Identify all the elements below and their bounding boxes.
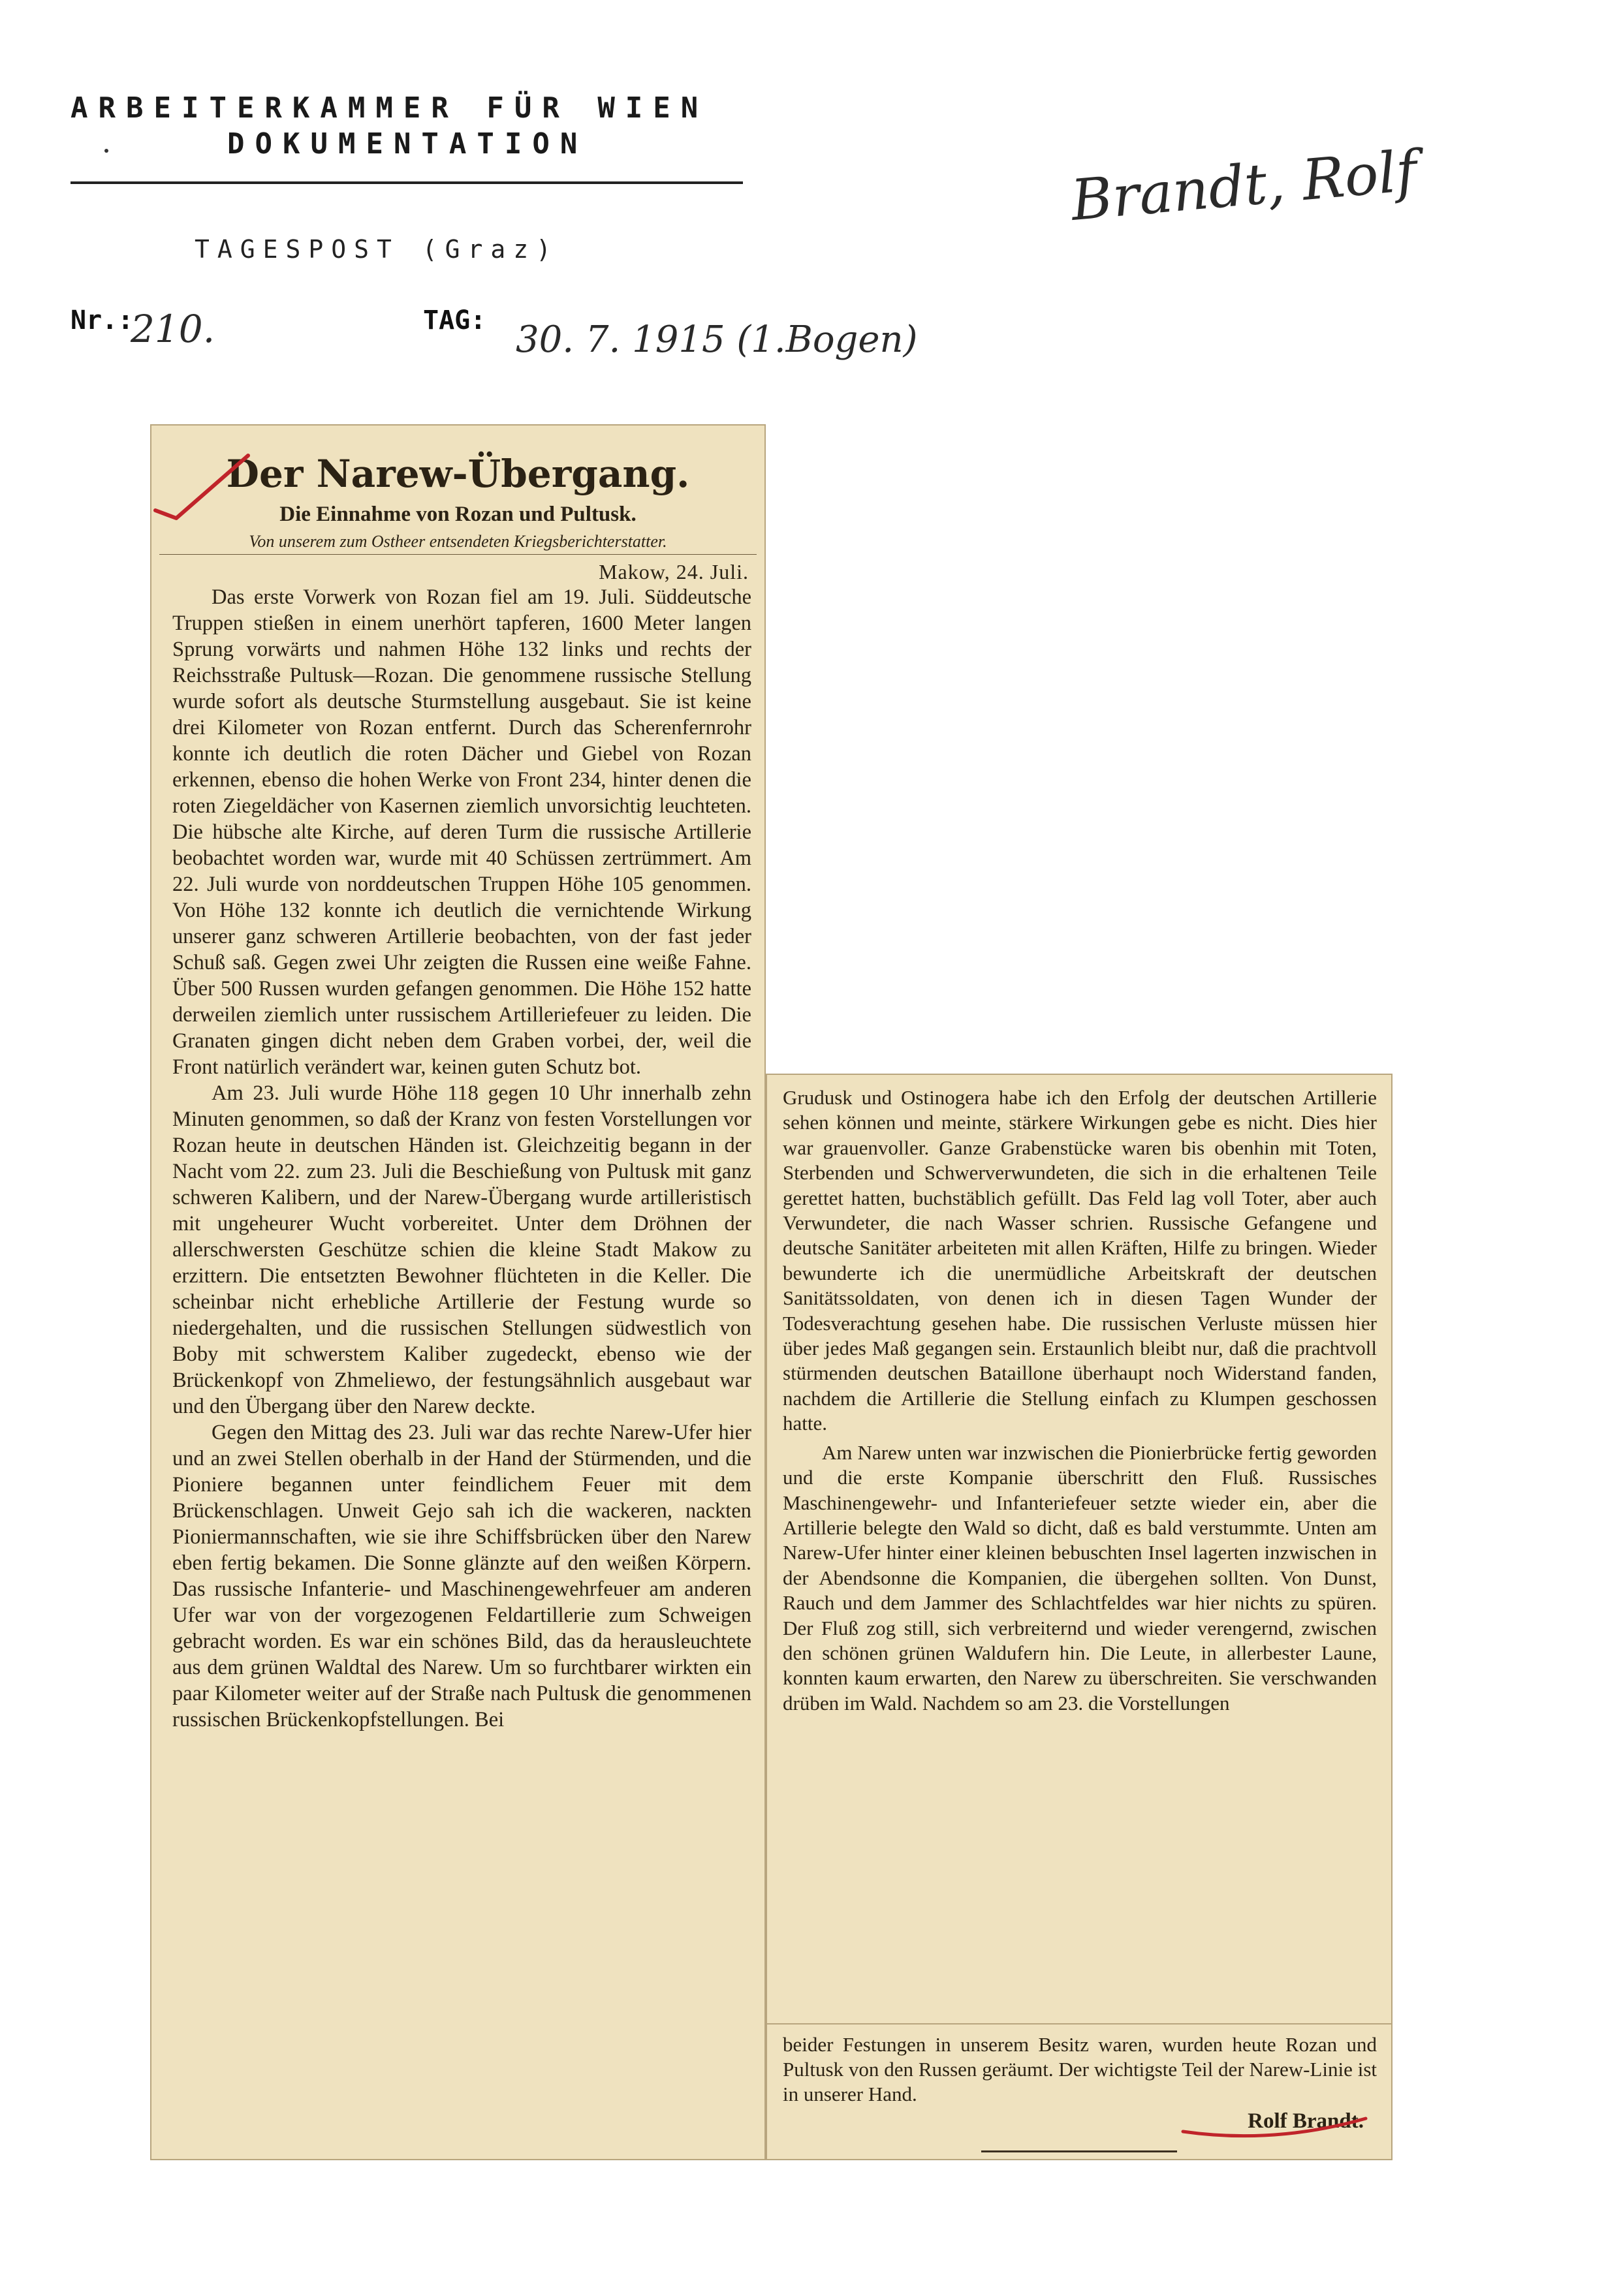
nr-label: Nr.: xyxy=(71,305,134,335)
newspaper-name: TAGESPOST (Graz) xyxy=(195,235,559,264)
article-subheadline: Die Einnahme von Rozan und Pultusk. xyxy=(279,503,637,526)
end-rule xyxy=(981,2150,1177,2152)
article-paragraph: Gegen den Mittag des 23. Juli war das rechte Narew-Ufer hier und an zwei Stellen oberhalb in der Hand der Stürmenden, und die Pioniere begannen unter feindlichem Feuer mit dem Brückenschlagen. Unweit Gejo sah ich die wackeren, nackten Pioniermannschaften, wie sie ihre Schiffsbrücken über den Narew eben fertig bekamen. Die Sonne glänzte auf den weißen Körpern. Das russische Infanterie- und Maschinengewehrfeuer am anderen Ufer war von der vorgezogenen Feldartillerie zum Schweigen gebracht worden. Es war ein schönes Bild, das da herausleuchtete aus dem grünen Waldtal des Narew. Um so furchtbarer wirkten ein paar Kilometer weiter auf der Straße nach Pultusk die genommenen russischen Brückenkopfstellungen. Bei xyxy=(172,1421,751,1731)
article-dateline: Makow, 24. Juli. xyxy=(599,560,749,583)
letterhead-rule xyxy=(71,181,743,184)
clipping-column-right xyxy=(766,1074,1393,2040)
article-paragraph: Am 23. Juli wurde Höhe 118 gegen 10 Uhr innerhalb zehn Minuten genommen, so daß der Kranz von festen Vorstellungen vor Rozan heute in deutschen Händen ist. Gleichzeitig begann in der Nacht vom 22. zum 23. Juli die Beschießung von Pultusk mit ganz schweren Kalibern, und der Narew-Übergang wurde artilleristisch mit ungeheurer Wucht vorbereitet. Unter dem Dröhnen der allerschwersten Geschütze schien die kleine Stadt Makow zu erzittern. Die entsetzten Bewohner flüchteten in die Keller. Die scheinbar nicht erhebliche Artillerie der Festung wurde so niedergehalten, und die russischen Stellungen südwestlich von Boby mit schwerstem Kaliber zugedeckt, ebenso wie der Brückenkopf von Zhmeliewo, der festungsähnlich ausgebaut war und den Übergang über den Narew deckte. xyxy=(172,1081,751,1418)
letterhead-line-1: ARBEITERKAMMER FÜR WIEN xyxy=(71,91,709,125)
article-paragraph: Das erste Vorwerk von Rozan fiel am 19. Juli. Süddeutsche Truppen stießen in einem unerhört tapferen, 1600 Meter langen Sprung vorwärts und nahmen Höhe 132 links und rechts der Reichsstraße Pultusk—Rozan. Die genommene russische Stellung wurde sofort als deutsche Sturmstellung ausgebaut. Sie ist keine drei Kilometer von Rozan entfernt. Durch das Scherenfernrohr konnte ich deutlich die roten Dächer und Giebel von Rozan erkennen, ebenso die hohen Werke von Front 234, hinter denen die roten Ziegeldächer von Kasernen ziemlich unvorsichtig leuchteten. Die hübsche alte Kirche, auf deren Turm die russische Artillerie beobachtet worden war, wurde mit 40 Schüssen zertrümmert. Am 22. Juli wurde von norddeutschen Truppen Höhe 105 genommen. Von Höhe 132 konnte ich deutlich die vernichtende Wirkung unserer ganz schweren Artillerie beobachten, von der fast jeder Schuß saß. Gegen zwei Uhr zeigten die Russen eine weiße Fahne. Über 500 Russen wurden gefangen genommen. Die Höhe 152 hatte derweilen ziemlich unter russischem Artilleriefeuer zu leiden. Die Granaten gingen dicht neben dem Graben vorbei, der, weil die Front natürlich verändert war, keinen guten Schutz bot. xyxy=(172,585,751,1079)
clipping-column-left xyxy=(150,424,766,2160)
article-paragraph: Grudusk und Ostinogera habe ich den Erfolg der deutschen Artillerie sehen können und meinte, stärkere Wirkungen gebe es nicht. Dies hier war grauenvoller. Ganze Grabenstücke waren bis obenhin mit Toten, Sterbenden und Schwerverwundeten, die sich in die erhaltenen Teile gerettet hatten, buchstäblich gefüllt. Das Feld lag voll Toter, aber auch Verwundeter, die nach Wasser schrien. Russische Gefangene und deutsche Sanitäter arbeiteten mit allen Kräften, Hilfe zu bringen. Wieder bewunderte ich die unermüdliche Arbeitskraft der deutschen Sanitätssoldaten, von denen ich in diesen Tagen Wunder der Todesverachtung gesehen habe. Die russischen Verluste müssen hier über jedes Maß gegangen sein. Erstaunlich bleibt nur, daß die prachtvoll stürmenden deutschen Bataillone überhaupt noch Widerstand fanden, nachdem die Artillerie die Stellung einfach zu Klumpen geschossen hatte. xyxy=(783,1086,1377,1435)
red-check-mark xyxy=(150,450,255,522)
decorative-dot xyxy=(104,149,108,153)
tag-label: TAG: xyxy=(423,305,486,335)
letterhead-line-2: DOKUMENTATION xyxy=(227,127,588,161)
article-byline: Von unserem zum Ostheer entsendeten Kriegsberichterstatter. xyxy=(159,532,757,555)
article-paragraph: Am Narew unten war inzwischen die Pionierbrücke fertig geworden und die erste Kompanie überschritt den Fluß. Russisches Maschinengewehr- und Infanteriefeuer setzte wieder ein, aber die Artillerie belegte den Wald so dicht, daß es bald verstummte. Unten am Narew-Ufer hinter einer kleinen bebuschten Insel lagerten inzwischen in der Abendsonne die Kompanien, die übergehen sollten. Von Dunst, Rauch und dem Jammer des Schlachtfeldes war hier nichts zu spüren. Der Fluß zog still, sich verbreiternd und wieder verengernd, zwischen den schönen grünen Waldufern hin. Die Leute, in allerbester Laune, konnten kaum erwarten, den Narew zu überschreiten. Sie verschwanden drüben im Wald. Nachdem so am 23. die Vorstellungen xyxy=(783,1440,1377,1714)
tag-value: 30. 7. 1915 (1.Bogen) xyxy=(516,318,918,361)
nr-value: 210. xyxy=(131,307,215,351)
handwritten-author-name: Brandt, Rolf xyxy=(1068,138,1420,234)
article-paragraph: beider Festungen in unserem Besitz waren, wurden heute Rozan und Pultusk von den Russen geräumt. Der wichtigste Teil der Narew-Linie ist in unserer Hand. xyxy=(783,2033,1377,2105)
red-underline-mark xyxy=(1170,2105,1379,2145)
article-headline: Der Narew-Übergang. xyxy=(226,452,690,496)
article-author: Rolf Brandt. xyxy=(1248,2109,1364,2133)
